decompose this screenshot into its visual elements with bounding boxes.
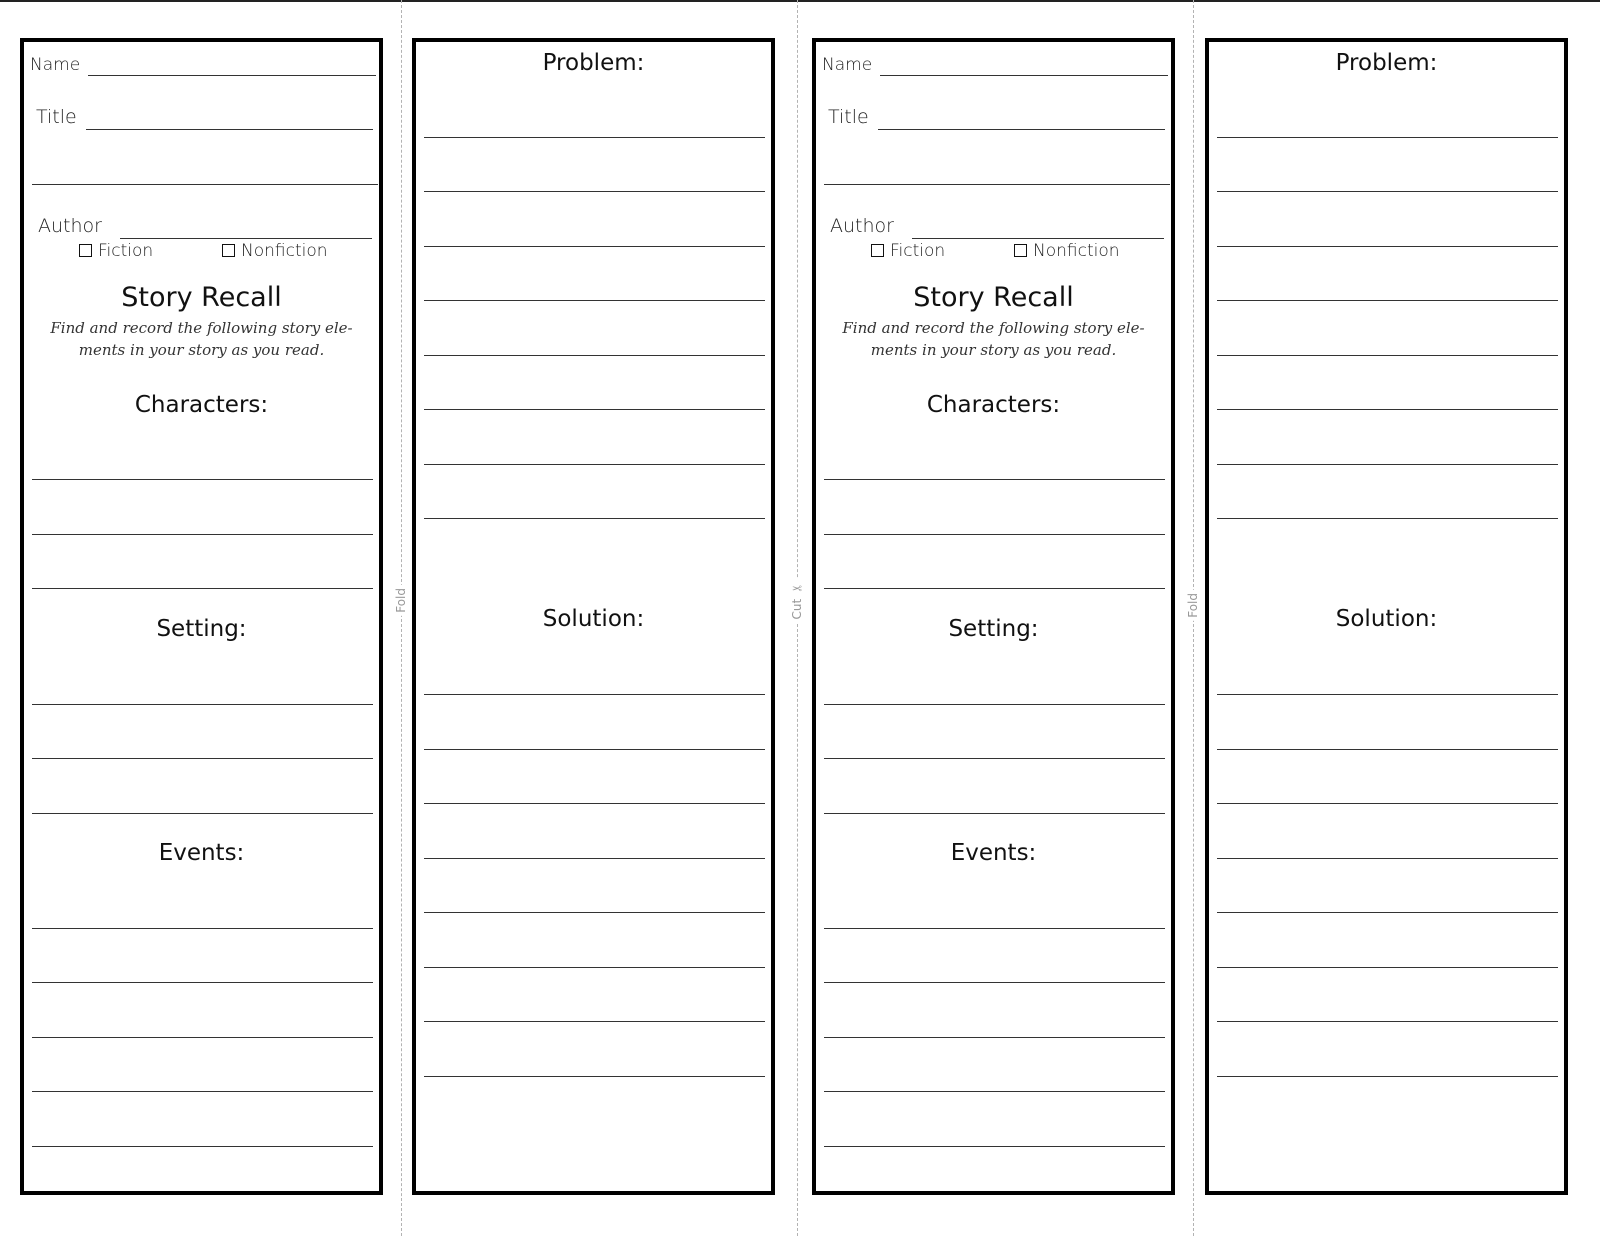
- nonfiction-label: Nonfiction: [1033, 241, 1120, 261]
- problem-line[interactable]: [424, 355, 765, 356]
- events-line[interactable]: [824, 1091, 1165, 1092]
- title-field-line[interactable]: [86, 129, 373, 130]
- problem-line[interactable]: [1217, 409, 1558, 410]
- problem-line[interactable]: [1217, 191, 1558, 192]
- setting-line[interactable]: [32, 813, 373, 814]
- name-field-line[interactable]: [880, 75, 1168, 76]
- events-line[interactable]: [824, 1146, 1165, 1147]
- checkbox-square-icon: [222, 244, 235, 257]
- solution-line[interactable]: [1217, 694, 1558, 695]
- problem-line[interactable]: [1217, 300, 1558, 301]
- problem-line[interactable]: [424, 246, 765, 247]
- problem-heading: Problem:: [1335, 50, 1438, 76]
- bookmark-front-panel-2: [812, 38, 1175, 1195]
- title-field-line[interactable]: [878, 129, 1165, 130]
- problem-line[interactable]: [1217, 464, 1558, 465]
- author-field-line[interactable]: [912, 238, 1164, 239]
- solution-line[interactable]: [424, 694, 765, 695]
- events-line[interactable]: [824, 982, 1165, 983]
- title-field-line-2[interactable]: [824, 184, 1170, 185]
- setting-line[interactable]: [32, 704, 373, 705]
- cut-label: Cut ✂: [789, 578, 805, 623]
- instructions-text: Find and record the following story ele- ments in your story as you read.: [842, 319, 1145, 359]
- title-label: Title: [828, 106, 869, 128]
- fold-label-right: Fold: [1185, 590, 1201, 621]
- characters-line[interactable]: [824, 479, 1165, 480]
- title-label: Title: [36, 106, 77, 128]
- setting-line[interactable]: [824, 813, 1165, 814]
- events-line[interactable]: [824, 1037, 1165, 1038]
- problem-line[interactable]: [1217, 137, 1558, 138]
- checkbox-square-icon: [1014, 244, 1027, 257]
- setting-heading: Setting:: [948, 616, 1039, 642]
- author-label: Author: [830, 215, 894, 237]
- solution-line[interactable]: [1217, 967, 1558, 968]
- title-field-line-2[interactable]: [32, 184, 378, 185]
- events-line[interactable]: [32, 1146, 373, 1147]
- bookmark-back-panel-2: [1205, 38, 1568, 1195]
- events-heading: Events:: [158, 840, 245, 866]
- events-line[interactable]: [32, 928, 373, 929]
- problem-line[interactable]: [424, 518, 765, 519]
- problem-line[interactable]: [1217, 246, 1558, 247]
- problem-line[interactable]: [424, 137, 765, 138]
- nonfiction-checkbox[interactable]: [1014, 241, 1120, 261]
- solution-line[interactable]: [424, 1076, 765, 1077]
- characters-line[interactable]: [824, 588, 1165, 589]
- solution-heading: Solution:: [542, 606, 645, 632]
- checkbox-square-icon: [871, 244, 884, 257]
- story-recall-heading: Story Recall: [121, 282, 282, 313]
- nonfiction-checkbox[interactable]: [222, 241, 328, 261]
- events-line[interactable]: [32, 1037, 373, 1038]
- solution-line[interactable]: [1217, 1021, 1558, 1022]
- setting-line[interactable]: [824, 704, 1165, 705]
- problem-heading: Problem:: [542, 50, 645, 76]
- page-top-border: [0, 0, 1600, 2]
- problem-line[interactable]: [424, 409, 765, 410]
- author-field-line[interactable]: [120, 238, 372, 239]
- solution-line[interactable]: [424, 803, 765, 804]
- problem-line[interactable]: [424, 300, 765, 301]
- solution-line[interactable]: [1217, 749, 1558, 750]
- instructions-text: Find and record the following story ele- ments in your story as you read.: [50, 319, 353, 359]
- checkbox-square-icon: [79, 244, 92, 257]
- solution-line[interactable]: [1217, 803, 1558, 804]
- solution-line[interactable]: [424, 749, 765, 750]
- problem-line[interactable]: [424, 191, 765, 192]
- author-label: Author: [38, 215, 102, 237]
- problem-line[interactable]: [1217, 518, 1558, 519]
- setting-line[interactable]: [32, 758, 373, 759]
- nonfiction-label: Nonfiction: [241, 241, 328, 261]
- solution-line[interactable]: [424, 858, 765, 859]
- events-line[interactable]: [32, 982, 373, 983]
- name-field-line[interactable]: [88, 75, 376, 76]
- events-line[interactable]: [824, 928, 1165, 929]
- bookmark-front-panel-1: [20, 38, 383, 1195]
- problem-line[interactable]: [424, 464, 765, 465]
- problem-line[interactable]: [1217, 355, 1558, 356]
- setting-heading: Setting:: [156, 616, 247, 642]
- characters-line[interactable]: [32, 534, 373, 535]
- characters-line[interactable]: [32, 588, 373, 589]
- solution-line[interactable]: [424, 967, 765, 968]
- fiction-checkbox[interactable]: [79, 241, 153, 261]
- events-heading: Events:: [950, 840, 1037, 866]
- story-recall-heading: Story Recall: [913, 282, 1074, 313]
- solution-line[interactable]: [424, 912, 765, 913]
- fiction-label: Fiction: [890, 241, 946, 261]
- solution-line[interactable]: [1217, 1076, 1558, 1077]
- fiction-checkbox[interactable]: [871, 241, 945, 261]
- events-line[interactable]: [32, 1091, 373, 1092]
- fold-label-left: Fold: [393, 585, 409, 616]
- name-label: Name: [30, 55, 81, 75]
- name-label: Name: [822, 55, 873, 75]
- characters-line[interactable]: [32, 479, 373, 480]
- solution-line[interactable]: [1217, 912, 1558, 913]
- solution-heading: Solution:: [1335, 606, 1438, 632]
- characters-line[interactable]: [824, 534, 1165, 535]
- bookmark-back-panel-1: [412, 38, 775, 1195]
- solution-line[interactable]: [424, 1021, 765, 1022]
- fiction-label: Fiction: [98, 241, 154, 261]
- characters-heading: Characters:: [926, 392, 1061, 418]
- fold-guide-left: [401, 0, 402, 1236]
- solution-line[interactable]: [1217, 858, 1558, 859]
- characters-heading: Characters:: [134, 392, 269, 418]
- setting-line[interactable]: [824, 758, 1165, 759]
